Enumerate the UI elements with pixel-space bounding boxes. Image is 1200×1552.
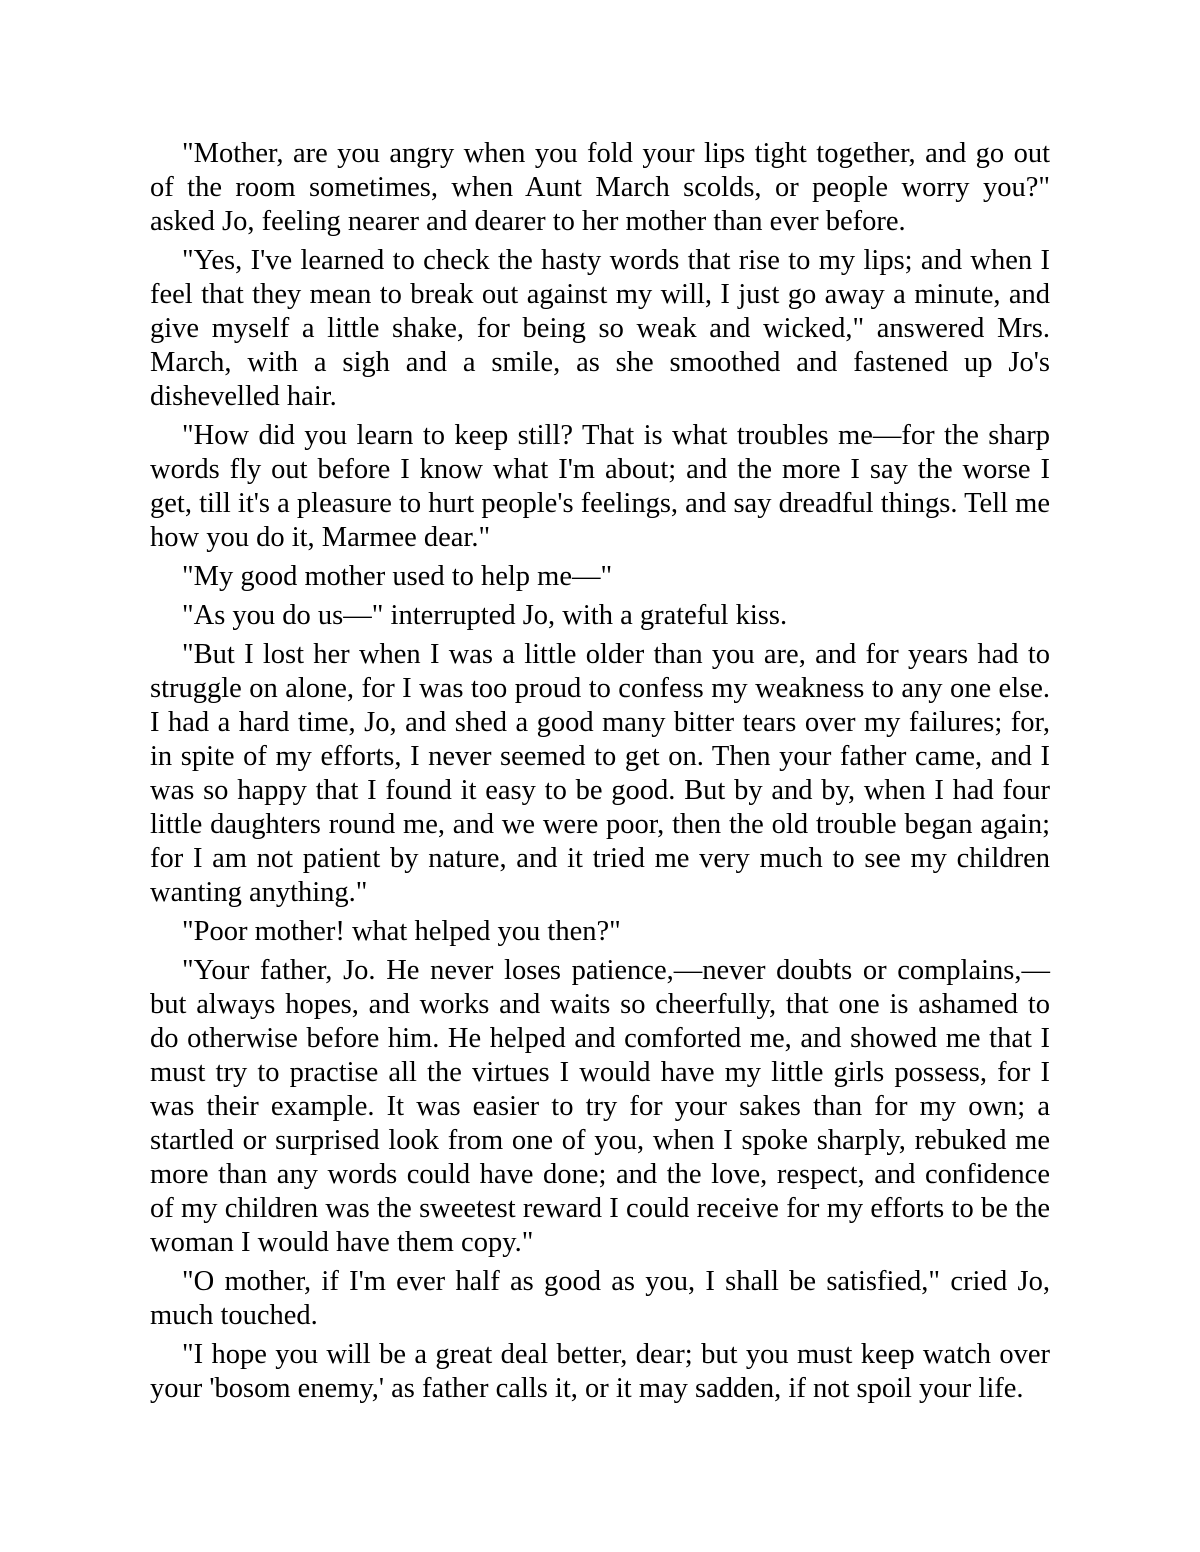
paragraph: "My good mother used to help me—" <box>182 561 613 592</box>
paragraph: "As you do us—" interrupted Jo, with a grateful kiss. <box>182 600 788 631</box>
paragraph: "Poor mother! what helped you then?" <box>182 916 621 947</box>
paragraph: "How did you learn to keep still? That is what troubles me—for the sharp words fly out before I know what I'm about; and the more I say the worse I get, till it's a pleasure to hurt people's feelings, and say dreadful things. Tell me how you do it, Marmee dear." <box>150 420 1050 553</box>
paragraph: "Yes, I've learned to check the hasty words that rise to my lips; and when I feel that they mean to break out against my will, I just go away a minute, and give myself a little shake, for being so weak and wicked," answered Mrs. March, with a sigh and a smile, as she smoothed and fastened up Jo's dishevelled hair. <box>150 245 1050 412</box>
paragraph: "Mother, are you angry when you fold your lips tight together, and go out of the room sometimes, when Aunt March scolds, or people worry you?" asked Jo, feeling nearer and dearer to her mother than ever before. <box>150 138 1050 237</box>
paragraph: "I hope you will be a great deal better, dear; but you must keep watch over your 'bosom enemy,' as father calls it, or it may sadden, if not spoil your life. <box>150 1339 1050 1404</box>
paragraph: "O mother, if I'm ever half as good as you, I shall be satisfied," cried Jo, much touched. <box>150 1266 1050 1331</box>
paragraph: "Your father, Jo. He never loses patience,—never doubts or complains,—but always hopes, and works and waits so cheerfully, that one is ashamed to do otherwise before him. He helped and comforted me, and showed me that I must try to practise all the virtues I would have my little girls possess, for I was their example. It was easier to try for your sakes than for my own; a startled or surprised look from one of you, when I spoke sharply, rebuked me more than any words could have done; and the love, respect, and confidence of my children was the sweetest reward I could receive for my efforts to be the woman I would have them copy." <box>150 955 1050 1258</box>
paragraph: "But I lost her when I was a little older than you are, and for years had to struggle on alone, for I was too proud to confess my weakness to any one else. I had a hard time, Jo, and shed a good many bitter tears over my failures; for, in spite of my efforts, I never seemed to get on. Then your father came, and I was so happy that I found it easy to be good. But by and by, when I had four little daughters round me, and we were poor, then the old trouble began again; for I am not patient by nature, and it tried me very much to see my children wanting anything." <box>150 639 1050 908</box>
book-page <box>150 0 1050 1406</box>
